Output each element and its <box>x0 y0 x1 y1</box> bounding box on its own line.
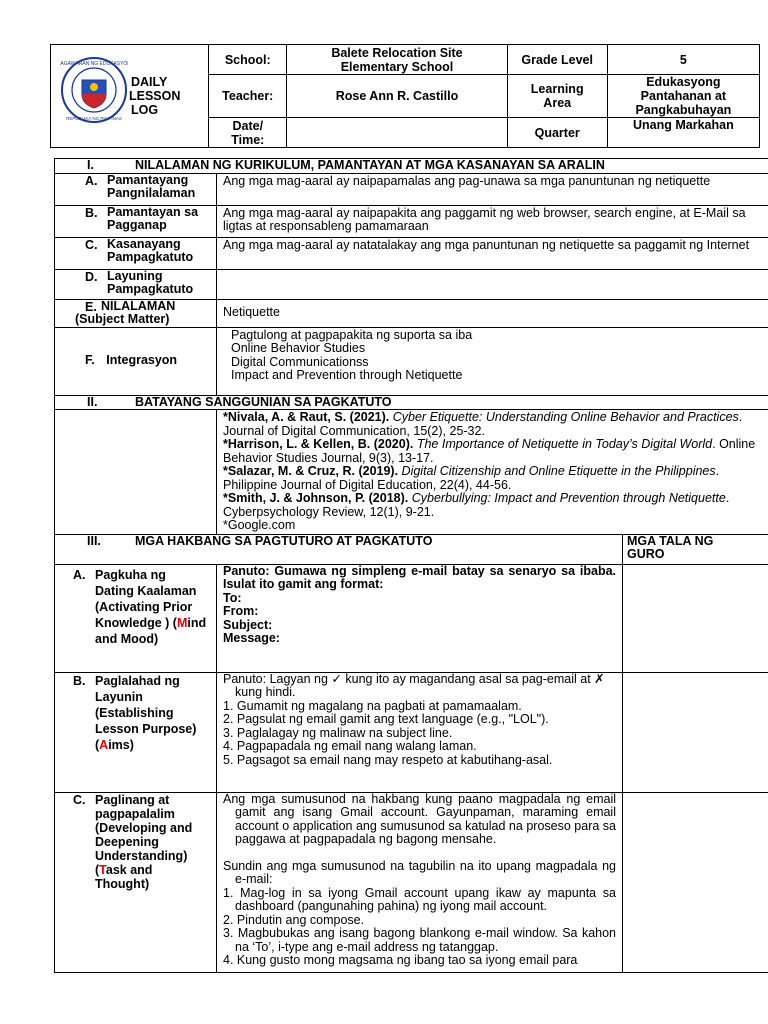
row-c-content: Ang mga mag-aaral ay natatalakay ang mga panuntunan ng netiquette sa paggamit ng Internet <box>217 237 768 269</box>
dll-title-line: DAILY <box>131 75 168 89</box>
reference-item <box>223 465 768 492</box>
area-value-line: Pangkabuhayan <box>635 103 732 117</box>
row-f-content <box>217 327 768 395</box>
ref-source: . Philippine Journal of Digital Education, 22(4), 44-56. <box>223 464 720 492</box>
row-letter: C. <box>85 237 98 252</box>
row-label-line: Layuning <box>107 268 163 283</box>
references-content <box>217 410 768 535</box>
section-2-title: BATAYANG SANGGUNIAN SA PAGKATUTO <box>135 394 392 409</box>
step-c-item: 3. Magbubukas ang isang bagong blankong e-mail window. Sa kahon na ‘To’, i-type ang e-mail address ng tatanggap. <box>223 926 616 954</box>
step-label-text: ims) <box>108 737 134 752</box>
row-letter: E. <box>85 299 97 314</box>
integration-item: Online Behavior Studies <box>231 341 366 355</box>
step-b-item: 4. Pagpapadala ng email nang walang laman. <box>223 739 477 753</box>
step-a-content <box>217 564 623 672</box>
section-1-number: I. <box>87 158 94 172</box>
row-label-line: Pamantayang <box>107 172 189 187</box>
step-a-notes <box>623 564 768 672</box>
date-label-line: Date/ <box>232 118 264 133</box>
area-value-line: Edukasyong <box>646 75 721 89</box>
row-label-line: (Subject Matter) <box>75 312 170 326</box>
row-letter: A. <box>73 567 86 582</box>
svg-text:KAGAWARAN NG EDUKASYON: KAGAWARAN NG EDUKASYON <box>60 61 128 67</box>
step-a-label <box>55 564 217 672</box>
row-f-label <box>55 327 217 395</box>
date-value <box>287 118 507 148</box>
refs-blank <box>55 410 217 535</box>
red-letter: M <box>176 615 188 630</box>
row-letter: F. <box>85 353 95 368</box>
step-label-line: (Establishing <box>95 705 174 720</box>
date-label-line: Time: <box>231 132 265 147</box>
section-2-header <box>55 395 768 410</box>
step-label-line: Thought) <box>95 876 150 891</box>
step-b-item: 1. Gumamit ng magalang na pagbati at pamamaalam. <box>223 698 522 713</box>
step-c-paragraph: Sundin ang mga sumusunod na tagubilin na ito upang magpadala ng e-mail: <box>223 858 616 886</box>
area-label-line: Learning <box>530 82 584 96</box>
school-value-line: Balete Relocation Site <box>331 45 463 60</box>
row-c-label <box>55 237 217 269</box>
step-label-line: and Mood) <box>95 631 159 646</box>
section-1-header <box>55 159 768 174</box>
row-label-line: Pampagkatuto <box>107 250 194 264</box>
integration-item: Digital Communicationss <box>231 354 369 369</box>
ref-source: . Cyberpsychology Review, 12(1), 9-21. <box>223 491 730 519</box>
row-e-label <box>55 299 217 327</box>
row-b-content: Ang mga mag-aaral ay naipapakita ang paggamit ng web browser, search engine, at E-Mail sa ligtas at responsableng pamamaraan <box>217 205 768 237</box>
svg-text:REPUBLIKA NG PILIPINAS: REPUBLIKA NG PILIPINAS <box>66 116 122 121</box>
section-3-header <box>55 534 623 564</box>
row-label-line: Pampagkatuto <box>107 282 194 296</box>
step-label-line: Paglinang at <box>95 792 170 807</box>
lesson-table <box>54 158 768 973</box>
row-e-content: Netiquette <box>217 299 768 327</box>
ref-title: Digital Citizenship and Online Etiquette in the Philippines <box>401 464 716 478</box>
step-label-text: ( <box>95 862 100 877</box>
step-b-item: 2. Pagsulat ng email gamit ang text language (e.g., "LOL"). <box>223 712 549 726</box>
ref-author: *Harrison, L. & Kellen, B. (2020). <box>223 437 414 451</box>
dll-title-line: LOG <box>131 103 159 117</box>
row-letter: B. <box>85 205 98 220</box>
row-letter: B. <box>73 673 86 688</box>
area-value-line: Pantahanan at <box>640 89 727 103</box>
step-a-line: Message: <box>223 631 280 645</box>
ref-author: *Nivala, A. & Raut, S. (2021). <box>223 410 390 424</box>
grade-value: 5 <box>607 45 759 75</box>
grade-label: Grade Level <box>507 45 607 75</box>
step-label-line: Lesson Purpose) <box>95 721 197 736</box>
row-a-label <box>55 173 217 205</box>
quarter-value: Unang Markahan <box>607 118 759 148</box>
section-3-title: MGA HAKBANG SA PAGTUTURO AT PAGKATUTO <box>135 533 433 548</box>
step-a-line: To: <box>223 590 242 605</box>
step-c-item: 2. Pindutin ang compose. <box>223 912 365 927</box>
step-label-line: Layunin <box>95 689 143 704</box>
step-b-item: 5. Pagsagot sa email nang may respeto at kabutihang-asal. <box>223 752 553 767</box>
ref-author: *Salazar, M. & Cruz, R. (2019). <box>223 464 399 478</box>
row-b-label <box>55 205 217 237</box>
reference-extra: *Google.com <box>223 518 296 532</box>
school-value <box>287 45 507 75</box>
red-letter: A <box>99 737 109 752</box>
step-b-item: 3. Paglalagay ng malinaw na subject line. <box>223 725 453 740</box>
step-c-notes <box>623 792 768 972</box>
step-c-paragraph: Ang mga sumusunod na hakbang kung paano magpadala ng email gamit ang isang Gmail account. Gayunpaman, maraming email account o application ang sumusunod sa katulad na proseso para sa paggawa at pagpapadala ng bagong mensahe. <box>223 791 616 846</box>
dll-title-line: LESSON <box>129 89 181 103</box>
integration-item: Pagtulong at pagpapakita ng suporta sa iba <box>231 327 473 342</box>
row-label-line: Pagganap <box>107 218 167 232</box>
row-label-line: Pamantayan sa <box>107 204 199 219</box>
step-label-line: Understanding) <box>95 848 188 863</box>
ref-title: The Importance of Netiquette in Today’s Digital World <box>416 437 713 451</box>
step-label-line: (Developing and <box>95 820 193 835</box>
header-table <box>50 44 760 148</box>
step-b-intro: Panuto: Lagyan ng ✓ kung ito ay magandang asal sa pag-email at ✗ kung hindi. <box>223 671 605 699</box>
row-label-line: Integrasyon <box>106 353 178 368</box>
ref-source: . Online Behavior Studies Journal, 9(3), 13-17. <box>223 437 756 465</box>
row-d-content <box>217 269 768 299</box>
notes-header-line: GURO <box>627 547 665 561</box>
step-b-label <box>55 672 217 792</box>
teacher-label: Teacher: <box>209 75 287 118</box>
step-label-line: Deepening <box>95 834 159 849</box>
reference-item <box>223 438 768 465</box>
step-label-line <box>83 615 216 631</box>
row-label-line: Kasanayang <box>107 236 181 251</box>
step-c-item: 1. Mag-log in sa iyong Gmail account upang ikaw ay mapunta sa dashboard (pangunahing pahina) ng iyong mail account. <box>223 885 616 913</box>
area-label-line: Area <box>543 96 572 110</box>
step-b-content <box>217 672 623 792</box>
teacher-notes-header <box>623 534 768 564</box>
date-label <box>209 118 287 148</box>
reference-item <box>223 492 768 519</box>
row-label-line: NILALAMAN <box>101 298 176 313</box>
school-label: School: <box>209 45 287 75</box>
step-label-text: ind <box>187 615 207 630</box>
step-label-text: ( <box>95 737 100 752</box>
step-label-line: Pagkuha ng <box>95 567 166 582</box>
ref-source: . Journal of Digital Communication, 15(2), 25-32. <box>223 410 743 438</box>
dll-title-cell <box>51 45 209 148</box>
section-1-title: NILALAMAN NG KURIKULUM, PAMANTAYAN AT MGA KASANAYAN SA ARALIN <box>135 158 605 172</box>
step-c-label <box>55 792 217 972</box>
step-label-text: Knowledge ) ( <box>95 615 177 630</box>
section-2-number: II. <box>87 394 98 409</box>
step-label-line: (Activating Prior <box>95 599 193 614</box>
teacher-value: Rose Ann R. Castillo <box>287 75 507 118</box>
step-label-line: pagpapalalim <box>95 806 175 821</box>
row-a-content: Ang mga mag-aaral ay naipapamalas ang pag-unawa sa mga panuntunan ng netiquette <box>217 173 768 205</box>
row-letter: C. <box>73 792 86 807</box>
area-label <box>507 75 607 118</box>
step-a-line: Panuto: Gumawa ng simpleng e-mail batay sa senaryo sa ibaba. Isulat ito gamit ang format: <box>223 563 616 591</box>
step-label-line <box>83 863 216 877</box>
step-label-text: ask and <box>105 862 153 877</box>
integration-item: Impact and Prevention through Netiquette <box>231 368 463 382</box>
step-a-line: From: <box>223 604 259 618</box>
row-d-label <box>55 269 217 299</box>
school-value-line: Elementary School <box>340 59 454 74</box>
quarter-label: Quarter <box>507 118 607 148</box>
ref-title: Cyberbullying: Impact and Prevention through Netiquette <box>411 491 726 505</box>
row-letter: A. <box>85 173 98 188</box>
step-c-item: 4. Kung gusto mong magsama ng ibang tao sa iyong email para <box>223 953 578 967</box>
step-label-line: Paglalahad ng <box>95 673 180 688</box>
step-label-line <box>83 737 216 753</box>
row-letter: D. <box>85 269 98 284</box>
step-c-content <box>217 792 623 972</box>
step-label-line: Dating Kaalaman <box>95 583 197 598</box>
notes-header-line: MGA TALA NG <box>627 533 714 548</box>
area-value <box>607 75 759 118</box>
ref-author: *Smith, J. & Johnson, P. (2018). <box>223 491 409 505</box>
step-a-line: Subject: <box>223 617 273 632</box>
red-letter: T <box>99 862 106 877</box>
ref-title: Cyber Etiquette: Understanding Online Behavior and Practices <box>392 410 739 424</box>
step-b-notes <box>623 672 768 792</box>
section-3-number: III. <box>87 533 101 548</box>
reference-item <box>223 411 768 438</box>
row-label-line: Pangnilalaman <box>107 186 196 200</box>
